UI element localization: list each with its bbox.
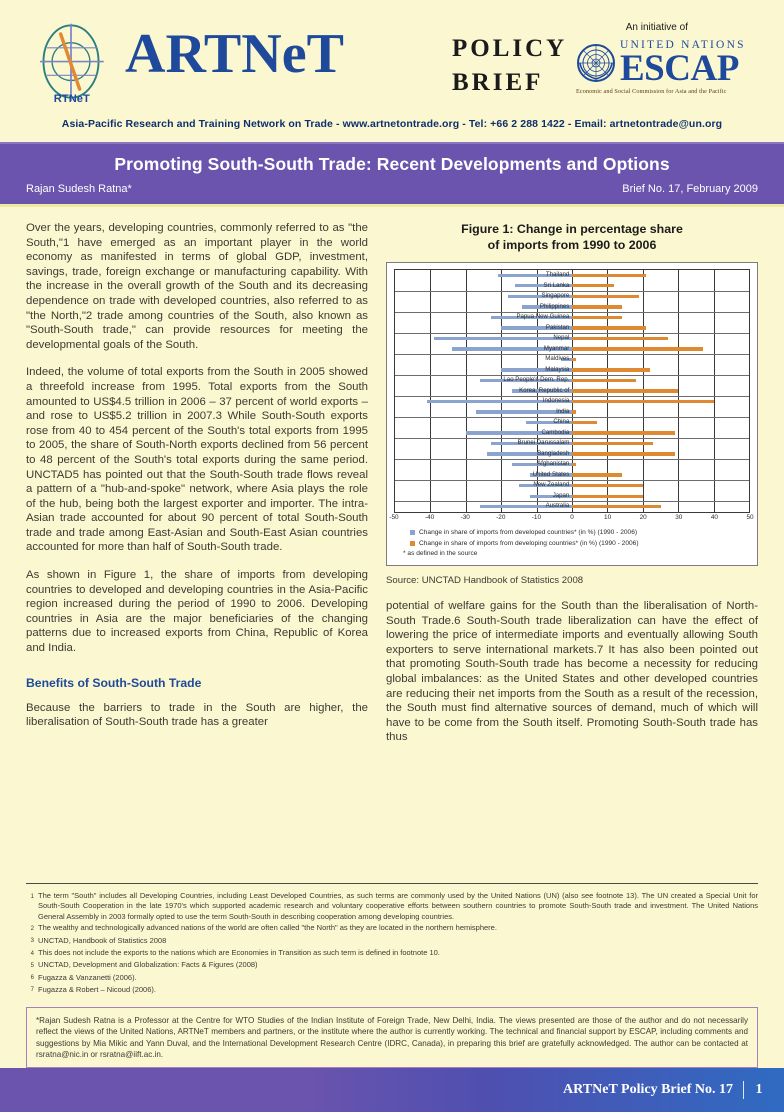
- chart-bar-row: [395, 491, 749, 502]
- chart-bar-row: [395, 396, 749, 407]
- policy-word: POLICY: [452, 35, 568, 62]
- footnote-number: 4: [30, 950, 34, 957]
- chart-bar: [572, 452, 675, 455]
- chart-category-label: Singapore: [541, 292, 570, 300]
- footnote-text: The term "South" includes all Developing Countries, including Least Developed Countries, as such terms are commonly used by the United Nations (UN) (also see footnote 13). The UN created a Special Unit for South-South Cooperation in the late 1970's which supported academic research and voluntary cooperative efforts between southern countries to promote South-South trade and investment. The United Nations General Assembly in 2003 formally opted to use the term South-South in describing cooperation among developing countries.: [38, 891, 758, 921]
- footnote-number: 3: [30, 938, 34, 945]
- footnote-text: This does not include the exports to the nations which are Economies in Transition as such term is defined in footnote 10.: [38, 948, 440, 957]
- artnet-wordmark: ARTNeT: [125, 23, 344, 85]
- chart-x-tick-label: -40: [424, 514, 435, 521]
- chart-category-label: Nepal: [553, 334, 570, 342]
- policy-brief-wordmark: [452, 32, 567, 100]
- chart-bar-row: [395, 470, 749, 481]
- chart-bar-row: [395, 354, 749, 365]
- brief-number: Brief No. 17, February 2009: [622, 183, 758, 195]
- chart-bar-row: [395, 312, 749, 323]
- footnote-text: The wealthy and technologically advanced nations of the world are often called "the North" as they are located in the northern hemisphere.: [38, 923, 497, 933]
- chart-legend-item: [410, 540, 750, 547]
- chart-x-tick-label: 50: [746, 514, 754, 521]
- figure-title-line2: of imports from 1990 to 2006: [487, 238, 657, 252]
- section-heading-benefits: Benefits of South-South Trade: [26, 675, 202, 690]
- paragraph-1: Over the years, developing countries, commonly referred to as "the South,"1 have emerged as an important player in the world economy as manifested in terms of global GDP, investment, savings, trade, foreign exchange or manufacturing capability. With the increase in the overall growth of the South and its decreasing dependence on trade with developed countries, also referred to as "the North,"2 trade among countries of the South, also known as "South-South trade," can provide resources for meeting the developmental goals of the South.: [26, 222, 368, 351]
- chart-category-label: Malaysia: [545, 365, 570, 373]
- chart-bar: [572, 463, 576, 466]
- chart-x-tick-label: 40: [710, 514, 718, 521]
- chart-bar: [572, 347, 703, 350]
- author-note-box: *Rajan Sudesh Ratna is a Professor at the Centre for WTO Studies of the Indian Institute of Foreign Trade, New Delhi, India. The views presented are those of the author and do not necessarily reflect the views of the United Nations, ARTNeT members and partners, or the institute where the author is currently working. The technical and financial support by ESCAP, including comments and suggestions by Mia Mikic and Yann Duval, and the International Development Research Centre (IDRC, Canada), in preparing this brief are gratefully acknowledged. The author can be contacted at rsratna@nic.in or rsratna@iift.ac.in.: [26, 1007, 758, 1068]
- chart-bar: [572, 274, 646, 277]
- figure-source: Source: UNCTAD Handbook of Statistics 2008: [386, 575, 584, 586]
- chart-bar: [572, 421, 597, 424]
- chart-category-label: United States: [532, 470, 570, 478]
- chart-bar-row: [395, 365, 749, 376]
- chart-category-label: Afghanistan: [537, 460, 570, 468]
- chart-bar-row: [395, 291, 749, 302]
- chart-category-label: Japan: [552, 491, 570, 499]
- footnote-item: [26, 923, 758, 934]
- chart-category-label: Papua New Guinea: [516, 313, 570, 321]
- chart-category-label: Maldives: [545, 355, 570, 363]
- footnote-item: [26, 985, 758, 996]
- chart-bar: [572, 473, 622, 476]
- footnote-text: Fugazza & Vanzanetti (2006).: [38, 972, 137, 982]
- chart-category-label: Pakistan: [545, 323, 570, 331]
- footnote-item: [26, 936, 758, 947]
- footnotes-section: [26, 883, 758, 997]
- footnote-item: [26, 948, 758, 959]
- main-content: [0, 207, 784, 875]
- footnote-number: 1: [30, 893, 34, 900]
- network-tagline: Asia-Pacific Research and Training Network on Trade - www.artnetontrade.org - Tel: +66 2 288 1422 - Email: artnetontrade@un.org: [61, 118, 723, 130]
- chart-category-label: Cambodia: [541, 428, 570, 436]
- paragraph-3: As shown in Figure 1, the share of imports from developing countries to developed and developing countries in the Asia-Pacific region increased during the period of 1990 to 2006. Developing countries in Asia are the major beneficiaries of the changing patterns due to increased exports from China, Republic of Korea and India.: [26, 569, 368, 655]
- footnote-text: Fugazza & Robert – Nicoud (2006).: [38, 984, 156, 994]
- chart-bar: [572, 337, 668, 340]
- chart-bar: [572, 389, 678, 392]
- footnote-number: 2: [30, 925, 34, 932]
- chart-bar: [572, 484, 643, 487]
- chart-category-label: New Zealand: [533, 481, 570, 489]
- footer-page-number: 1: [755, 1082, 763, 1097]
- left-column: [26, 221, 368, 758]
- footnote-text: UNCTAD, Handbook of Statistics 2008: [38, 935, 167, 945]
- chart-bar-row: [395, 501, 749, 512]
- chart-category-label: India: [556, 407, 570, 415]
- chart-x-tick-label: 20: [639, 514, 647, 521]
- chart-bar: [572, 431, 675, 434]
- chart-bar: [572, 368, 650, 371]
- chart-legend-label: Change in share of imports from developed countries* (in %) (1990 - 2006): [419, 529, 638, 536]
- chart-bar: [572, 400, 714, 403]
- chart-bar: [572, 410, 576, 413]
- chart-x-axis: [389, 513, 754, 526]
- chart-bar: [572, 284, 614, 287]
- chart-x-tick-label: -20: [496, 514, 506, 521]
- svg-text:RTNeT: RTNeT: [53, 92, 90, 105]
- footnote-item: [26, 891, 758, 922]
- chart-category-label: Myanmar: [543, 344, 570, 352]
- chart-bar: [434, 337, 572, 340]
- chart-bar-row: [395, 438, 749, 449]
- title-banner: [0, 142, 784, 204]
- chart-bar: [572, 295, 639, 298]
- chart-category-label: Bangladesh: [537, 449, 570, 457]
- chart-category-label: Korea, Republic of: [519, 386, 570, 394]
- chart-x-tick-label: 0: [570, 514, 574, 521]
- chart-category-label: Philippines: [539, 302, 570, 310]
- chart-x-tick-label: -50: [389, 514, 399, 521]
- chart-bar: [572, 495, 643, 498]
- chart-bar: [572, 326, 646, 329]
- right-column: [386, 221, 758, 758]
- footnote-number: 7: [30, 987, 34, 994]
- paragraph-4: Because the barriers to trade in the South are higher, the liberalisation of South-South trade has a greater: [26, 701, 368, 729]
- chart-legend-swatch: [410, 541, 415, 546]
- page-footer: [0, 1068, 784, 1112]
- chart-bar-row: [395, 480, 749, 491]
- footer-divider: [743, 1081, 744, 1099]
- escap-wordmark: ESCAP: [620, 47, 739, 89]
- footnote-number: 6: [30, 975, 34, 982]
- footnote-item: [26, 973, 758, 984]
- chart-category-label: Lao People's Dem. Rep.: [503, 376, 570, 384]
- chart-bar-row: [395, 344, 749, 355]
- chart-legend-label: Change in share of imports from developing countries* (in %) (1990 - 2006): [419, 539, 639, 547]
- chart-bar: [572, 358, 576, 361]
- figure-title-line1: Figure 1: Change in percentage share: [461, 222, 683, 236]
- author-name: Rajan Sudesh Ratna*: [26, 183, 132, 195]
- figure-box: [386, 262, 758, 566]
- chart-bar-row: [395, 386, 749, 397]
- chart-bar-row: [395, 323, 749, 334]
- escap-subtitle: Economic and Social Commission for Asia and the Pacific: [576, 88, 727, 96]
- chart-category-label: Brunei Darussalam: [517, 439, 570, 447]
- footnote-number: 5: [30, 962, 34, 969]
- chart-bar-row: [395, 459, 749, 470]
- chart-bar-row: [395, 281, 749, 292]
- chart-bar-row: [395, 407, 749, 418]
- chart-bar-row: [395, 270, 749, 281]
- chart-legend-note: * as defined in the source: [403, 550, 478, 557]
- chart-x-tick-label: 10: [604, 514, 612, 521]
- chart-category-label: China: [553, 418, 570, 426]
- chart-bar: [572, 379, 636, 382]
- chart-legend: [394, 529, 750, 547]
- chart-category-label: Sri Lanka: [543, 281, 570, 289]
- chart-category-label: Australia: [545, 502, 570, 510]
- chart-category-label: Thailand: [545, 271, 570, 278]
- artnet-logo-icon: [28, 22, 114, 108]
- footnote-text: UNCTAD, Development and Globalization: Facts & Figures (2008): [38, 960, 258, 970]
- paragraph-2: Indeed, the volume of total exports from the South in 2005 showed a threefold increase from 1995. Total exports from the South amounted to US$4.5 trillion in 2006 – 37 percent of world exports – and rose to US$5.2 trillion in 2007.3 While South-South exports rose from 40 to 454 percent of the South's total exports from 1995 to 2005, the share of South-North exports declined from 56 percent to 48 percent of the South's total exports during the same period. UNCTAD5 has pointed out that the South-South trade flows reveal a pattern of a "hub-and-spoke" network, where Asia plays the role of the hub, being both the largest exporter and importer. The intra-Asian trade accounted for about 90 percent of total South-South trade and trade among East-Asian and South-East Asian countries accounted for more than half of South-South trade.: [26, 366, 368, 554]
- paragraph-5: potential of welfare gains for the South than the liberalisation of North-South Trade.6 South-South trade liberalization can have the effect of lowering the price of intermediate imports and eventually allowing South exporters to serve international markets.7 It has also been pointed out that promoting South-South trade has become a necessity for reducing global imbalances: as the United States and other developed countries are reducing their net imports from the South as a result of the recession, the South must find alternative sources of demand, much of which will have to be come from the South itself. Promoting South-South trade has thus: [386, 600, 758, 744]
- chart-bar-row: [395, 417, 749, 428]
- united-nations-emblem-icon: [576, 43, 616, 83]
- chart-legend-item: [410, 529, 750, 536]
- brief-word: BRIEF: [452, 68, 544, 96]
- initiative-label: An initiative of: [625, 22, 688, 33]
- chart-bar-row: [395, 449, 749, 460]
- chart-bar-row: [395, 302, 749, 313]
- figure-title: [386, 221, 758, 253]
- footer-brief-title: ARTNeT Policy Brief No. 17: [563, 1082, 733, 1097]
- chart-x-tick-label: -30: [460, 514, 470, 521]
- chart-bar-row: [395, 333, 749, 344]
- chart-bar: [572, 316, 622, 319]
- chart-bar: [572, 505, 661, 508]
- chart-bar: [572, 442, 653, 445]
- footnote-item: [26, 960, 758, 971]
- un-escap-logo: [576, 40, 764, 95]
- page-title: Promoting South-South Trade: Recent Developments and Options: [114, 154, 670, 174]
- chart-category-label: Indonesia: [542, 397, 570, 405]
- chart-bar-row: [395, 428, 749, 439]
- chart-bar: [572, 305, 622, 308]
- chart-bar-row: [395, 375, 749, 386]
- chart-legend-swatch: [410, 530, 415, 535]
- chart-x-tick-label: -10: [531, 514, 542, 521]
- masthead: [0, 0, 784, 142]
- un-name-label: UNITED NATIONS: [620, 39, 746, 51]
- chart-x-tick-label: 30: [675, 514, 683, 521]
- chart-plot-area: [394, 269, 750, 513]
